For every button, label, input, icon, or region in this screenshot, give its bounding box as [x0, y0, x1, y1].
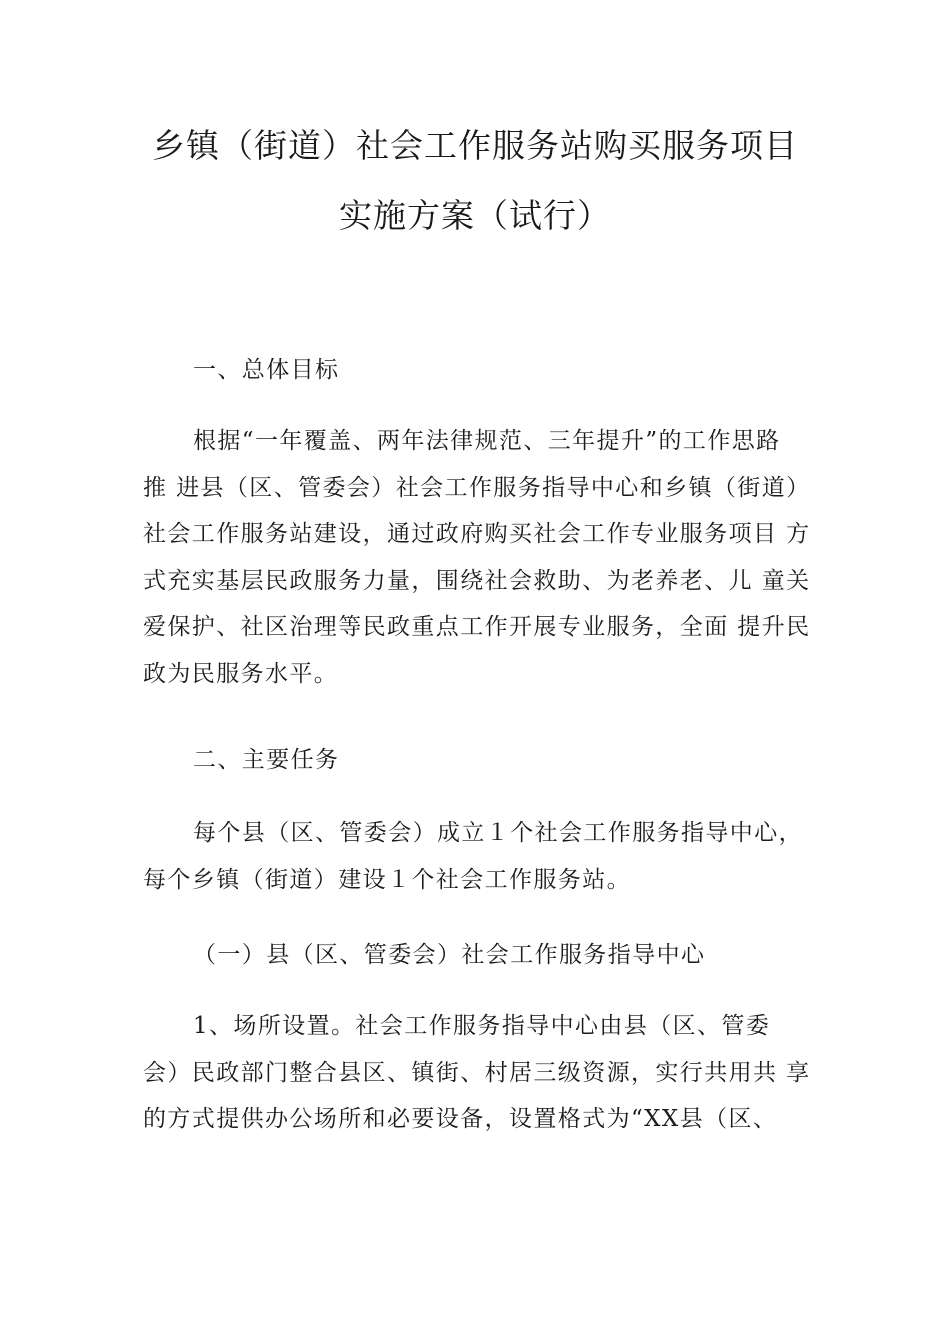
section-heading-main-tasks: 二、主要任务	[193, 747, 340, 773]
paragraph-line: 根据“一年覆盖、两年法律规范、三年提升”的工作思路	[193, 428, 781, 454]
paragraph-site-setup	[143, 1003, 823, 1143]
document-title-line-2: 实施方案（试行）	[339, 196, 611, 235]
paragraph-line: 会）民政部门整合县区、镇街、村居三级资源，实行共用共 享	[143, 1059, 811, 1086]
paragraph-line: 每个县（区、管委会）成立１个社会工作服务指导中心，	[193, 820, 803, 846]
paragraph-line: 政为民服务水平。	[143, 660, 339, 687]
paragraph-line: 每个乡镇（街道）建设１个社会工作服务站。	[143, 866, 631, 893]
paragraph-line: 1、场所设置。社会工作服务指导中心由县（区、管委	[193, 1013, 771, 1039]
paragraph-line: 推 进县（区、管委会）社会工作服务指导中心和乡镇（街道）	[143, 474, 811, 501]
paragraph-line: 的方式提供办公场所和必要设备，设置格式为“XX县（区、	[143, 1106, 778, 1132]
subsection-heading-guidance-center: （一）县（区、管委会）社会工作服务指导中心	[193, 942, 706, 968]
section-heading-overall-goal: 一、总体目标	[193, 357, 340, 383]
paragraph-line: 爱保护、社区治理等民政重点工作开展专业服务，全面 提升民	[143, 614, 811, 640]
paragraph-main-tasks	[143, 810, 823, 903]
paragraph-line: 社会工作服务站建设，通过政府购买社会工作专业服务项目 方	[143, 521, 811, 547]
document-title-line-1: 乡镇（街道）社会工作服务站购买服务项目	[152, 126, 798, 165]
paragraph-overall-goal	[143, 418, 823, 697]
paragraph-line: 式充实基层民政服务力量，围绕社会救助、为老养老、儿 童关	[143, 567, 811, 594]
